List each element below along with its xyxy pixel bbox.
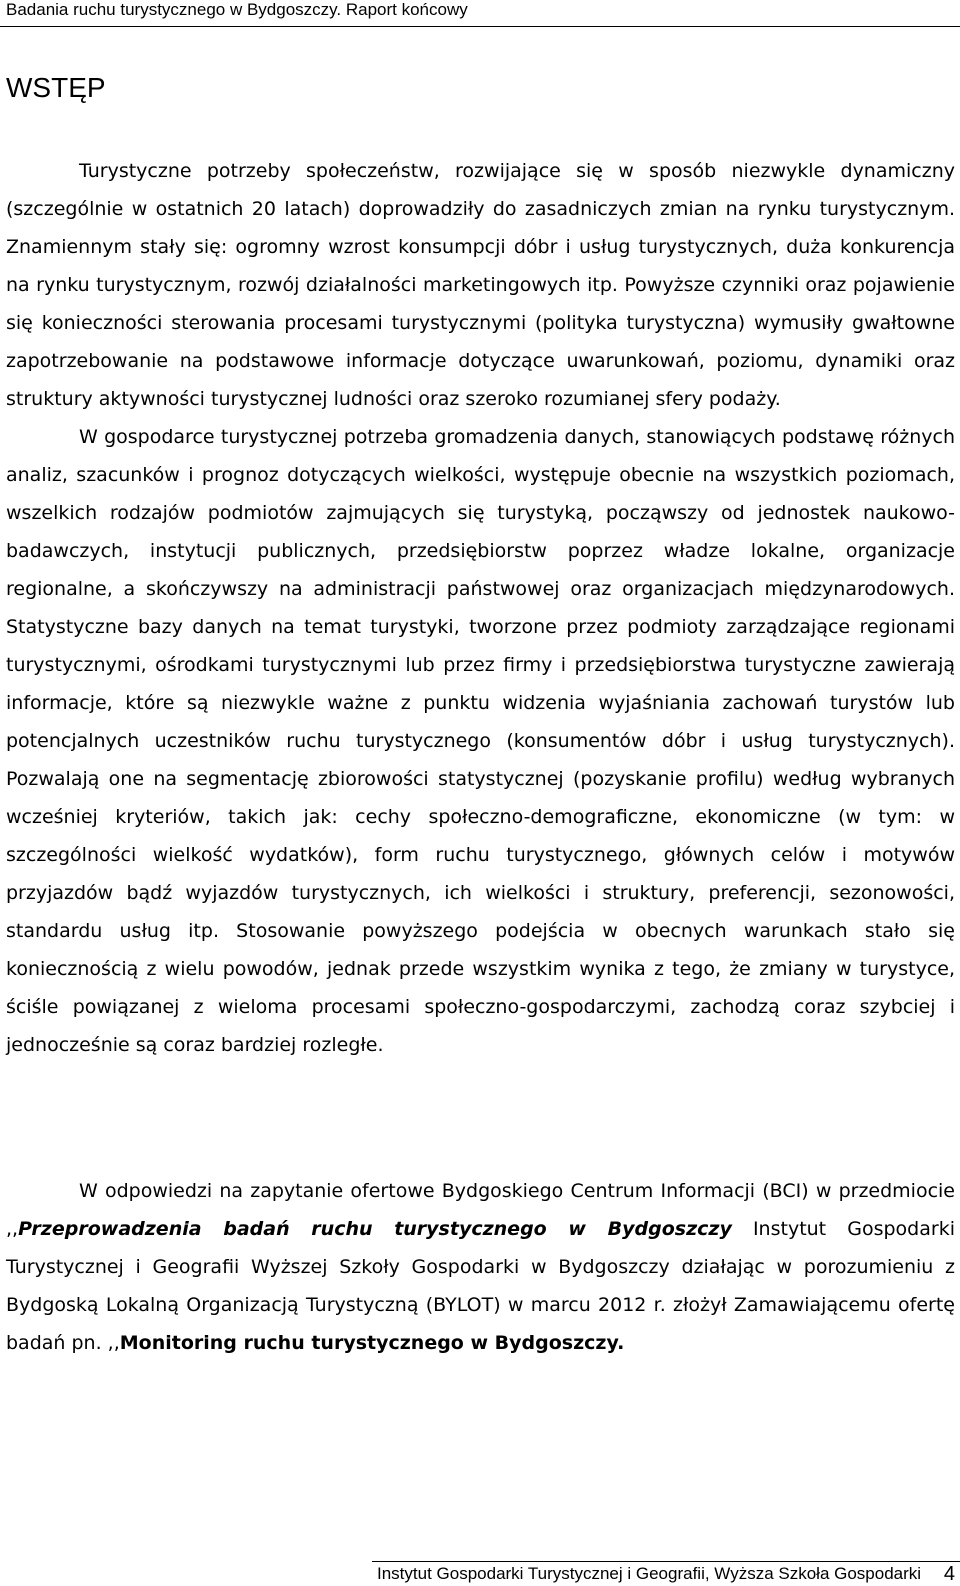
project-title-emphasis: Przeprowadzenia badań ruchu turystycznego w Bydgoszczy bbox=[18, 1218, 732, 1240]
paragraph-2: W gospodarce turystycznej potrzeba gromadzenia danych, stanowiących podstawę różnych analiz, szacunków i prognoz dotyczących wielkości, występuje obecnie na wszystkich poziomach, wszelkich rodzajów podmiotów zajmujących się turystyką, począwszy od jednostek naukowo-badawczych, instytucji publicznych, przedsiębiorstw poprzez władze lokalne, organizacje regionalne, a skończywszy na administracji państwowej oraz organizacjach międzynarodowych. Statystyczne bazy danych na temat turystyki, tworzone przez podmioty zarządzające regionami turystycznymi, ośrodkami turystycznymi lub przez firmy i przedsiębiorstwa turystyczne zawierają informacje, które są niezwykle ważne z punktu widzenia wyjaśniania zachowań turystów lub potencjalnych uczestników ruchu turystycznego (konsumentów dóbr i usług turystycznych). Pozwalają one na segmentację zbiorowości statystycznej (pozyskanie profilu) według wybranych wcześniej kryteriów, takich jak: cechy społeczno-demograficzne, ekonomiczne (w tym: w szczególności wielkość wydatków), form ruchu turystycznego, głównych celów i motywów przyjazdów bądź wyjazdów turystycznych, ich wielkości i struktury, preferencji, sezonowości, standardu usług itp. Stosowanie powyższego podejścia w obecnych warunkach stało się koniecznością z wielu powodów, jednak przede wszystkim wynika z tego, że zmiany w turystyce, ściśle powiązanej z wieloma procesami społeczno-gospodarczymi, zachodzą coraz szybciej i jednocześnie są coraz bardziej rozległe. bbox=[6, 426, 955, 1056]
paragraph-3 bbox=[6, 1172, 955, 1362]
footer-institution: Instytut Gospodarki Turystycznej i Geografii, Wyższa Szkoła Gospodarki bbox=[377, 1564, 922, 1583]
body-paragraphs-group-1 bbox=[6, 152, 955, 1064]
offer-title-strong: Monitoring ruchu turystycznego w Bydgoszczy. bbox=[119, 1332, 625, 1354]
paragraph-1: Turystyczne potrzeby społeczeństw, rozwijające się w sposób niezwykle dynamiczny (szczególnie w ostatnich 20 latach) doprowadziły do zasadniczych zmian na rynku turystycznym. Znamiennym stały się: ogromny wzrost konsumpcji dóbr i usług turystycznych, duża konkurencja na rynku turystycznym, rozwój działalności marketingowych itp. Powyższe czynniki oraz pojawienie się konieczności sterowania procesami turystycznymi (polityka turystyczna) wymusiły gwałtowne zapotrzebowanie na podstawowe informacje dotyczące uwarunkowań, poziomu, dynamiki oraz struktury aktywności turystycznej ludności oraz szeroko rozumianej sfery podaży. bbox=[6, 160, 955, 410]
paragraph-3-text-a: W odpowiedzi na zapytanie ofertowe Bydgoskiego Centrum Informacji (BCI) w przedmiocie ,, bbox=[6, 1180, 955, 1240]
section-title: WSTĘP bbox=[6, 72, 106, 103]
page-number: 4 bbox=[943, 1563, 955, 1585]
paragraph-3-text-b: Instytut Gospodarki Turystycznej i Geografii Wyższej Szkoły Gospodarki w Bydgoszczy działając w porozumieniu z Bydgoską Lokalną Organizacją Turystyczną (BYLOT) w marcu 2012 r. złożył Zamawiającemu ofertę badań pn. ,, bbox=[6, 1218, 955, 1354]
running-header-title: Badania ruchu turystycznego w Bydgoszczy. Raport końcowy bbox=[6, 0, 468, 19]
header-divider bbox=[0, 26, 960, 27]
body-paragraphs-group-2 bbox=[6, 1172, 955, 1362]
